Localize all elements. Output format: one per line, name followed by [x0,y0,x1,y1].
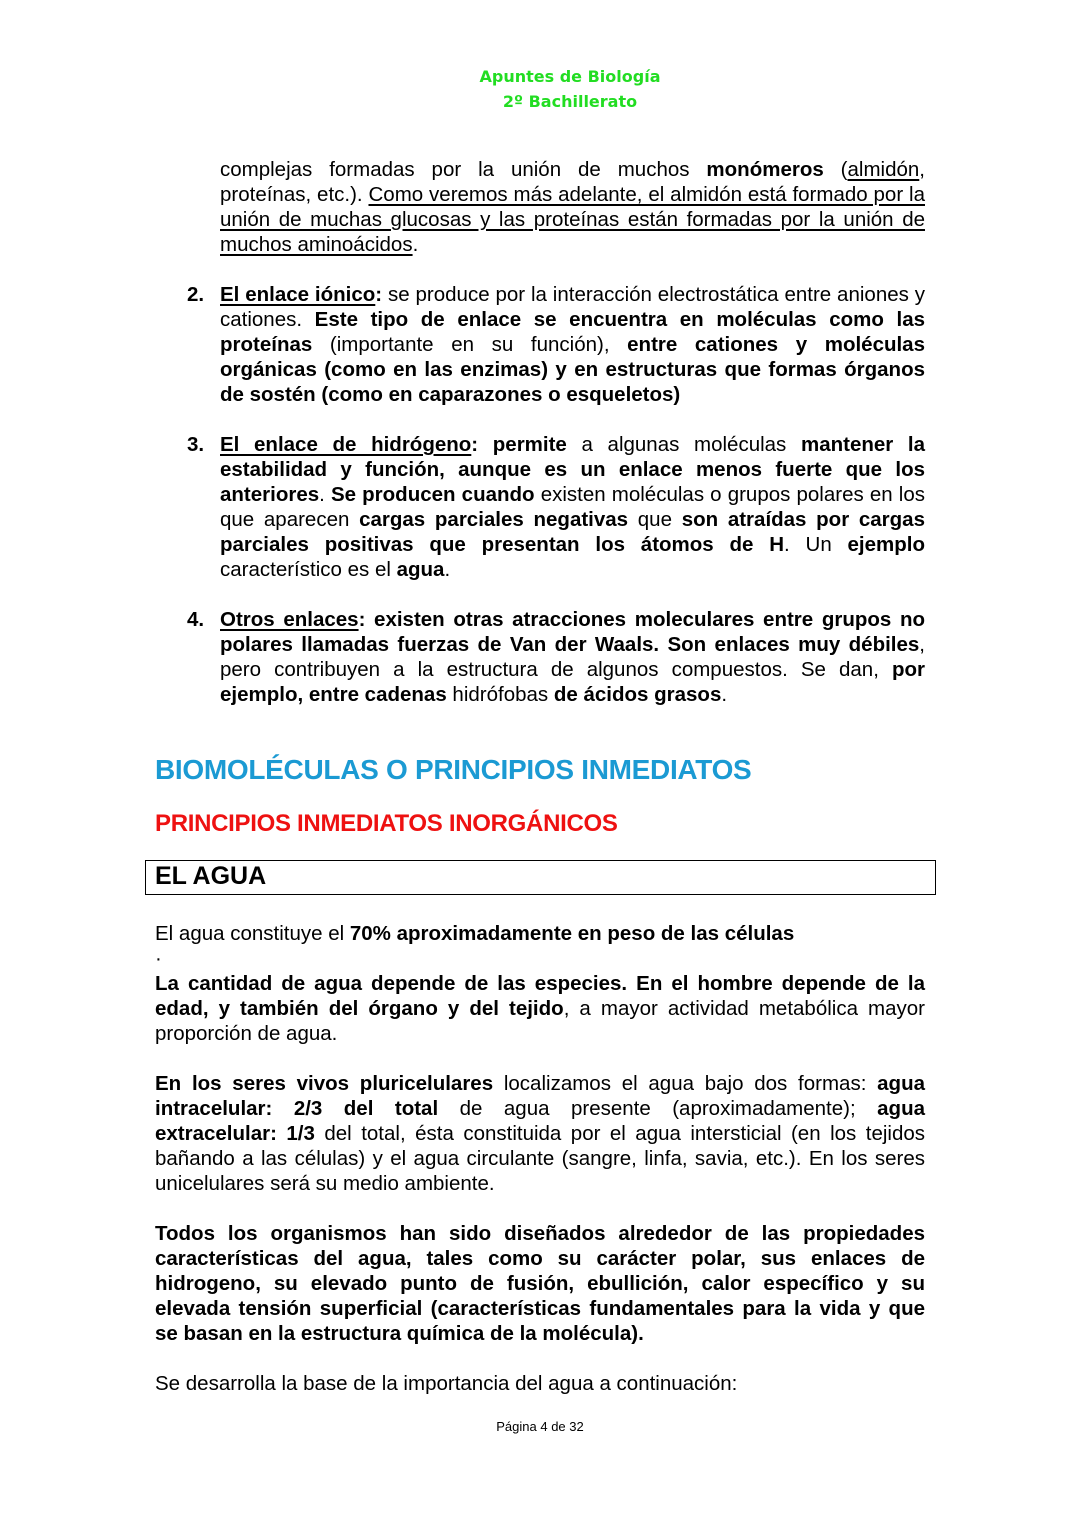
paragraph [155,1221,925,1346]
text-run: (importante en su función), [312,333,628,356]
text-run: localizamos el agua bajo dos formas: [493,1072,878,1095]
subsection-heading: PRINCIPIOS INMEDIATOS INORGÁNICOS [155,810,618,837]
text-run: Se producen cuando [330,483,535,506]
header-subtitle: 2º Bachillerato [502,92,638,111]
text-run: ejemplo [847,533,925,556]
list-item-other-bonds [220,607,925,707]
text-run: agua intracelular: 2/3 del total [155,1072,925,1120]
text-run: del total, ésta constituida por el agua intersticial (en los tejidos bañando a las células) y el agua circulante (sangre, linfa, savia, etc.). En los seres unicelulares será su medio ambiente. [155,1122,926,1195]
text-run: complejas formadas por la unión de muchos [220,158,707,181]
text-run: . [319,483,331,506]
paragraph [155,971,925,1046]
text-run: a algunas moléculas [566,433,801,456]
text-run: , proteínas, etc.). [220,158,925,206]
topic-box [145,860,936,895]
text-run: . [412,233,419,256]
list-item-hydrogen-bond [220,432,925,582]
text-run: El enlace de hidrógeno [220,433,472,456]
text-run: Otros enlaces [220,608,359,631]
text-run: monómeros [706,158,824,181]
text-run: se produce por la interacción electrostática entre aniones y cationes. [220,283,925,331]
text-run: ( [823,158,848,181]
text-run: 70% aproximadamente en peso de las células [349,922,795,945]
text-run: El enlace iónico [220,283,376,306]
paragraph [155,946,925,971]
section-heading: BIOMOLÉCULAS O PRINCIPIOS INMEDIATOS [155,754,752,785]
item-number: 3. [187,433,205,456]
intro-paragraph [220,157,925,257]
text-run: agua extracelular: 1/3 [155,1097,925,1145]
text-run: entre cationes y moléculas orgánicas (como en las enzimas) y en estructuras que formas órganos de sostén (como en caparazones o esqueletos) [220,333,925,406]
text-run: . [721,683,728,706]
text-run: Este tipo de enlace se encuentra en moléculas como las proteínas [220,308,925,356]
text-run: , pero contribuyen a la estructura de algunos compuestos. Se dan, [220,633,925,681]
header-title: Apuntes de Biología [479,67,661,86]
list-item-ionic-bond [220,282,925,407]
text-run: almidón [847,158,920,181]
paragraph [155,1071,925,1196]
text-run: que [628,508,682,531]
text-run: : permite [471,433,567,456]
text-run: cargas parciales negativas [359,508,629,531]
text-run: mantener la estabilidad y función, aunque es un enlace menos fuerte que los anteriores [220,433,925,506]
text-run: por ejemplo, entre cadenas [220,658,925,706]
text-run: El agua constituye el [155,922,350,945]
text-run: La cantidad de agua depende de las especies. En el hombre depende de la edad, y también del órgano y del tejido [155,972,925,1020]
text-run: En los seres vivos pluricelulares [155,1072,494,1095]
text-run: . Un [784,533,848,556]
text-run: · [155,947,162,970]
page-number: Página 4 de 32 [496,1419,584,1434]
text-run: son atraídas por cargas parciales positivas que presentan los átomos de H [220,508,925,556]
paragraph [155,921,925,946]
text-run: Se desarrolla la base de la importancia del agua a continuación: [155,1372,738,1395]
paragraph [155,1371,925,1396]
text-run: de agua presente (aproximadamente); [438,1097,878,1120]
text-run: característico es el [220,558,397,581]
text-run: : existen otras atracciones moleculares entre grupos no polares llamadas fuerzas de Van der Waals. Son enlaces muy débiles [220,608,926,656]
topic-title: EL AGUA [155,862,267,890]
text-run: . [444,558,451,581]
item-number: 2. [187,283,205,306]
text-run: : [375,283,383,306]
item-number: 4. [187,608,205,631]
text-run: existen moléculas o grupos polares en los que aparecen [220,483,925,531]
text-run: de ácidos grasos [553,683,722,706]
text-run: , a mayor actividad metabólica mayor proporción de agua. [155,997,926,1045]
text-run: Todos los organismos han sido diseñados alrededor de las propiedades características del agua, tales como su carácter polar, sus enlaces de hidrogeno, su elevado punto de fusión, ebullición, calor específico y su elevada tensión superficial (características fundamentales para la vida y que se basan en la estructura química de la molécula). [155,1222,925,1345]
text-run: Como veremos más adelante, el almidón está formado por la unión de muchas glucosas y las proteínas están formadas por la unión de muchos aminoácidos [220,183,925,256]
text-run: agua [396,558,445,581]
text-run: hidrófobas [446,683,554,706]
